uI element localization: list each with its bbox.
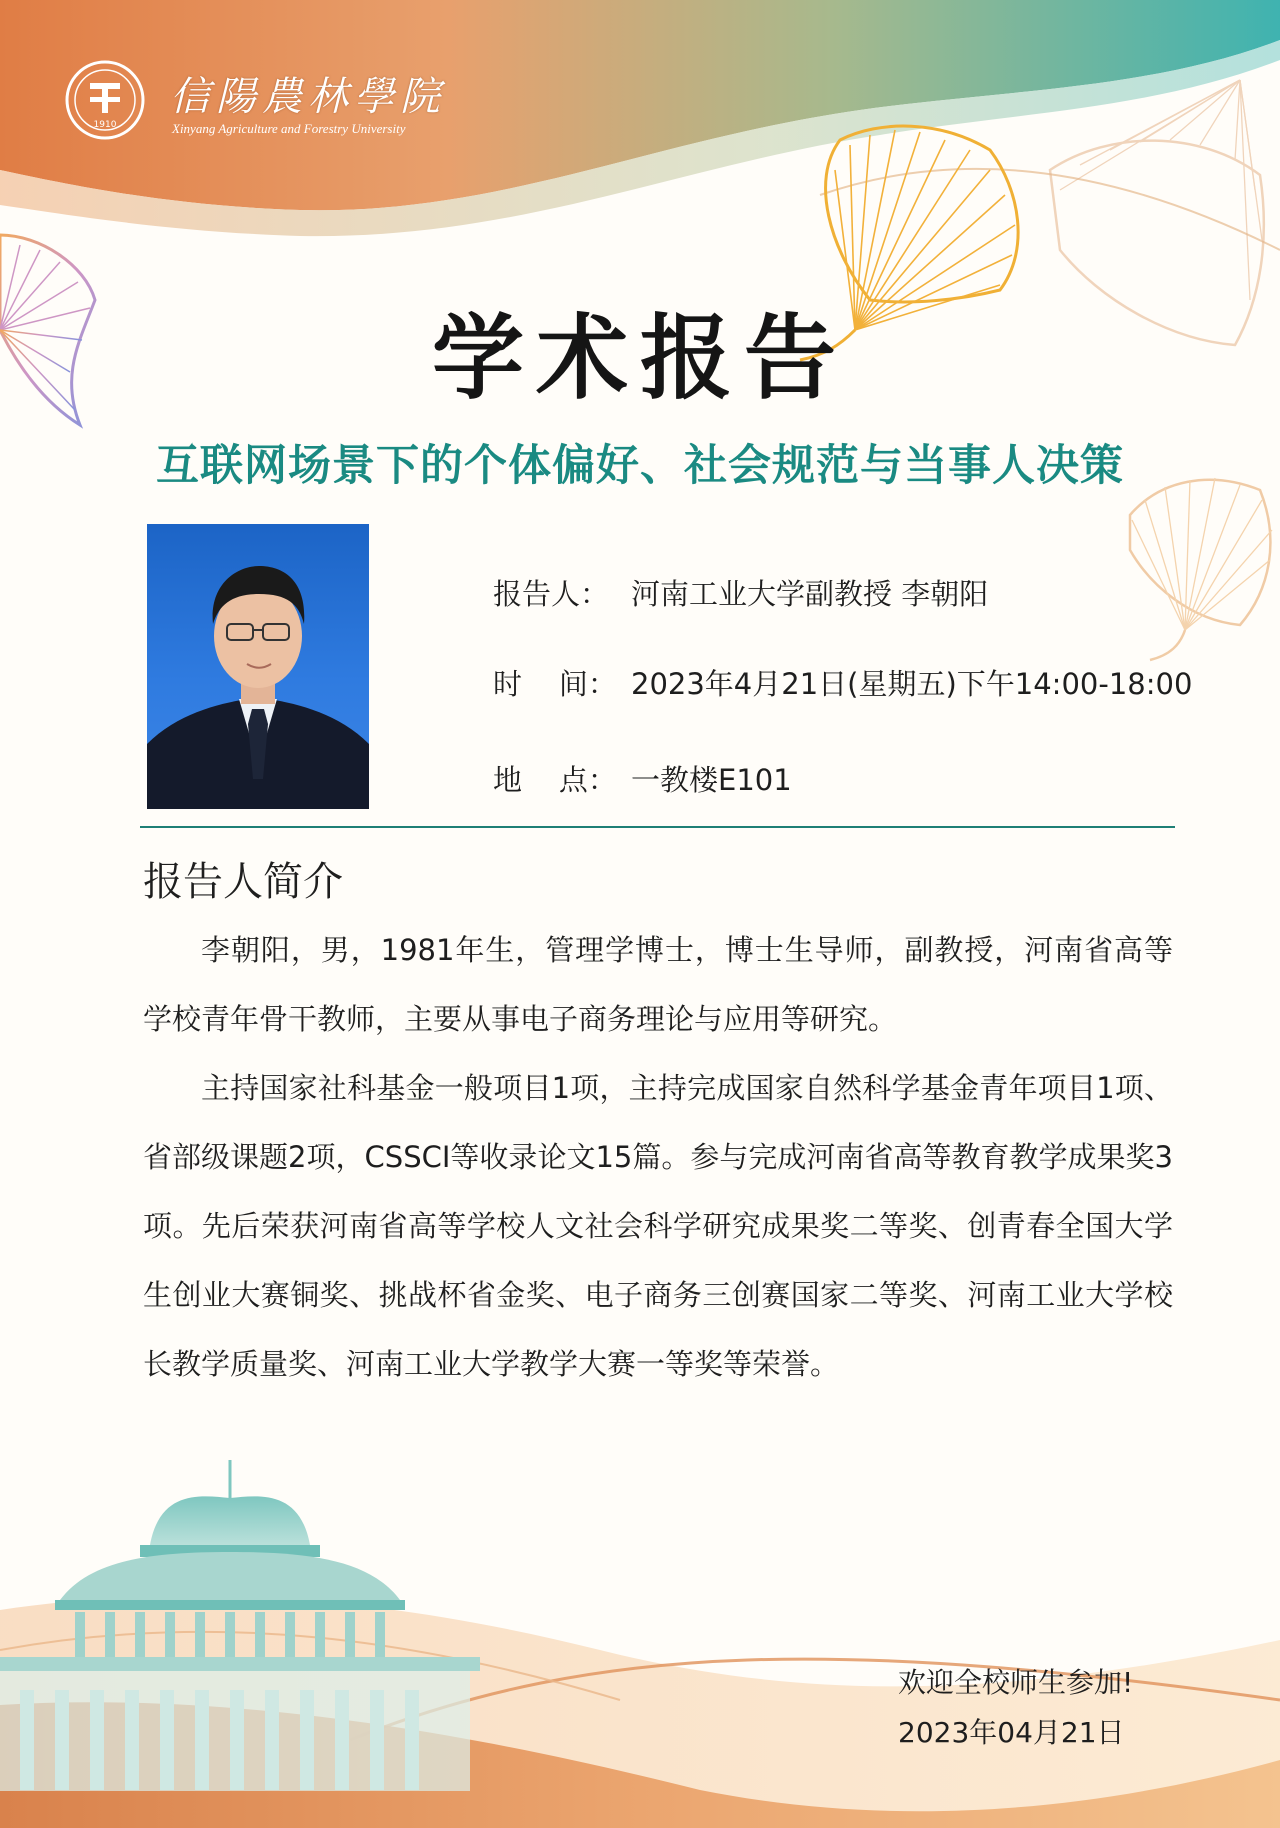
place-row [493,758,792,799]
time-value: 2023年4月21日(星期五)下午14:00-18:00 [631,667,1193,701]
university-seal-icon [60,55,160,145]
bio-heading: 报告人简介 [143,859,343,905]
welcome-text: 欢迎全校师生参加! [898,1666,1134,1699]
issue-date: 2023年04月21日 [898,1716,1125,1749]
bio-paragraph: 李朝阳，男，1981年生，管理学博士，博士生导师，副教授，河南省高等学校青年骨干教师，主要从事电子商务理论与应用等研究。 [143,933,1173,1036]
speaker-value: 河南工业大学副教授 李朝阳 [631,577,989,611]
university-name-en: Xinyang Agriculture and Forestry University [172,121,406,136]
university-name-cn: 信陽農林學院 [170,74,446,120]
time-row [493,662,1192,703]
section-divider [140,826,1175,828]
speaker-photo [147,524,369,809]
place-value: 一教楼E101 [631,763,792,797]
closing-block [898,1658,1133,1758]
bio-text [143,916,1173,1399]
report-topic: 互联网场景下的个体偏好、社会规范与当事人决策 [156,441,1124,491]
founding-year: 1910 [93,120,117,130]
time-label: 时 间： [493,667,617,701]
place-label: 地 点： [493,763,617,797]
speaker-label: 报告人： [493,577,610,611]
bio-paragraph: 主持国家社科基金一般项目1项，主持完成国家自然科学基金青年项目1项、省部级课题2项，CSSCI等收录论文15篇。参与完成河南省高等教育教学成果奖3项。先后荣获河南省高等学校人文社会科学研究成果奖二等奖、创青春全国大学生创业大赛铜奖、挑战杯省金奖、电子商务三创赛国家二等奖、河南工业大学校长教学质量奖、河南工业大学教学大赛一等奖等荣誉。 [143,1071,1173,1381]
speaker-row [493,572,988,613]
page-title: 学术报告 [431,305,848,412]
university-logo [60,55,460,145]
